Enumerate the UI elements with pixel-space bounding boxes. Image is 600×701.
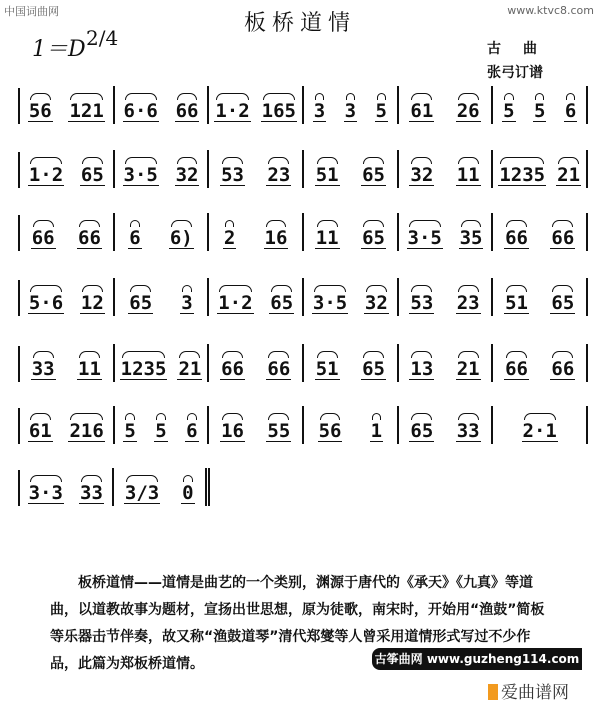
staff-line bbox=[18, 280, 588, 316]
site-logo bbox=[488, 678, 569, 701]
note-group: 5 bbox=[375, 100, 387, 122]
note-group: 121 bbox=[69, 100, 104, 122]
measure bbox=[493, 406, 588, 444]
measure bbox=[493, 344, 588, 382]
note-group: 6 bbox=[186, 420, 198, 442]
measure bbox=[20, 86, 115, 124]
note-group: 21 bbox=[557, 164, 581, 186]
time-signature: 2/4 bbox=[86, 26, 119, 50]
note-group: 61 bbox=[28, 420, 52, 442]
measure bbox=[20, 150, 115, 188]
note-group: 216 bbox=[69, 420, 104, 442]
site-watermark-right: www.ktvc8.com bbox=[507, 4, 594, 17]
note-group: 66 bbox=[505, 227, 528, 249]
note-group: 65 bbox=[362, 358, 385, 380]
note-group: 65 bbox=[80, 164, 104, 186]
staff-line bbox=[18, 88, 588, 124]
note-group: 3·3 bbox=[28, 482, 63, 504]
note-group: 1·2 bbox=[215, 100, 250, 122]
note-group: 1·2 bbox=[28, 164, 64, 186]
note-group: 11 bbox=[78, 358, 101, 380]
note-group: 33 bbox=[456, 420, 480, 442]
note-group: 66 bbox=[267, 358, 291, 380]
measure bbox=[115, 278, 210, 316]
note-group: 35 bbox=[459, 227, 483, 249]
note-group: 61 bbox=[410, 100, 434, 122]
measure bbox=[115, 86, 210, 124]
note-group: 16 bbox=[264, 227, 288, 249]
note-group: 5 bbox=[503, 100, 515, 122]
staff-line bbox=[18, 470, 210, 506]
note-group: 66 bbox=[505, 358, 528, 380]
note-group: 1235 bbox=[499, 164, 546, 186]
measure bbox=[209, 344, 304, 382]
note-group: 33 bbox=[80, 482, 103, 504]
measure bbox=[399, 150, 494, 188]
measure bbox=[209, 278, 304, 316]
note-group: 33 bbox=[31, 358, 55, 380]
note-group: 65 bbox=[410, 420, 434, 442]
note-group: 6·6 bbox=[123, 100, 158, 122]
note-group: 13 bbox=[410, 358, 434, 380]
measure bbox=[209, 406, 304, 444]
measure bbox=[115, 213, 210, 251]
note-group: 1235 bbox=[120, 358, 167, 380]
note-group: 66 bbox=[221, 358, 244, 380]
note-group: 23 bbox=[456, 292, 480, 314]
measure bbox=[304, 86, 399, 124]
note-group: 53 bbox=[410, 292, 434, 314]
arranger-label: 张弓订谱 bbox=[487, 65, 543, 81]
note-group: 1 bbox=[370, 420, 383, 442]
note-group: 0 bbox=[182, 482, 194, 504]
measure bbox=[399, 213, 494, 251]
note-group: 3·5 bbox=[407, 227, 442, 249]
note-group: 32 bbox=[175, 164, 199, 186]
note-group: 66 bbox=[175, 100, 199, 122]
measure bbox=[493, 86, 588, 124]
measure bbox=[115, 406, 210, 444]
measure bbox=[493, 150, 588, 188]
site-badge: 古筝曲网 www.guzheng114.com bbox=[372, 648, 582, 670]
note-group: 6 bbox=[564, 100, 577, 122]
note-group: 26 bbox=[456, 100, 480, 122]
measure bbox=[304, 406, 399, 444]
note-group: 3·5 bbox=[312, 292, 348, 314]
note-group: 55 bbox=[267, 420, 291, 442]
measure bbox=[304, 344, 399, 382]
measure bbox=[115, 150, 210, 188]
note-group: 32 bbox=[364, 292, 388, 314]
note-group: 51 bbox=[505, 292, 528, 314]
note-group: 65 bbox=[551, 292, 575, 314]
music-note-icon bbox=[488, 684, 498, 700]
staff-line bbox=[18, 408, 588, 444]
note-group: 6) bbox=[169, 227, 193, 249]
measure bbox=[493, 278, 588, 316]
note-group: 11 bbox=[456, 164, 480, 186]
measure bbox=[20, 278, 115, 316]
staff-line bbox=[18, 346, 588, 382]
note-group: 53 bbox=[221, 164, 244, 186]
note-group: 2 bbox=[223, 227, 236, 249]
note-group: 3 bbox=[181, 292, 193, 314]
measure bbox=[493, 213, 588, 251]
note-group: 66 bbox=[551, 358, 575, 380]
measure bbox=[20, 468, 114, 506]
note-group: 65 bbox=[362, 164, 385, 186]
note-group: 66 bbox=[31, 227, 55, 249]
note-group: 66 bbox=[551, 227, 575, 249]
site-watermark-left: 中国词曲网 bbox=[4, 5, 59, 18]
description-text: 板桥道情——道情是曲艺的一个类别，渊源于唐代的《承天》《九真》等道曲，以道教故事为题材，宣扬出世思想，原为徒歌，南宋时，开始用“渔鼓”简板等乐器击节伴奏，故又称“渔鼓道琴”清代郑燮等人曾采用道情形式写过不少作品，此篇为郑板桥道情。 bbox=[50, 575, 545, 672]
note-group: 65 bbox=[129, 292, 153, 314]
note-group: 51 bbox=[315, 164, 339, 186]
note-group: 3/3 bbox=[124, 482, 160, 504]
note-group: 12 bbox=[80, 292, 104, 314]
note-group: 66 bbox=[78, 227, 101, 249]
note-group: 3 bbox=[344, 100, 357, 122]
key-signature: 1＝D bbox=[32, 37, 86, 62]
measure bbox=[304, 278, 399, 316]
measure bbox=[20, 406, 115, 444]
note-group: 21 bbox=[456, 358, 480, 380]
note-group: 65 bbox=[270, 292, 294, 314]
measure bbox=[399, 344, 494, 382]
measure bbox=[304, 150, 399, 188]
note-group: 5 bbox=[533, 100, 546, 122]
measure bbox=[209, 86, 304, 124]
measure bbox=[115, 344, 210, 382]
genre-label: 古曲 bbox=[487, 41, 559, 57]
measure bbox=[399, 86, 494, 124]
measure bbox=[20, 344, 115, 382]
note-group: 5 bbox=[124, 420, 136, 442]
site-logo-text: 爱曲谱网 bbox=[501, 683, 569, 701]
note-group: 51 bbox=[315, 358, 339, 380]
note-group: 5·6 bbox=[28, 292, 64, 314]
staff-line bbox=[18, 152, 588, 188]
note-group: 65 bbox=[362, 227, 385, 249]
note-group: 56 bbox=[318, 420, 342, 442]
note-group: 21 bbox=[178, 358, 202, 380]
measure bbox=[209, 213, 304, 251]
note-group: 32 bbox=[410, 164, 434, 186]
note-group: 16 bbox=[221, 420, 244, 442]
note-group: 11 bbox=[315, 227, 339, 249]
measure bbox=[20, 213, 115, 251]
measure bbox=[114, 468, 211, 506]
note-group: 1·2 bbox=[218, 292, 253, 314]
note-group: 2·1 bbox=[522, 420, 557, 442]
note-group: 165 bbox=[261, 100, 296, 122]
note-group: 6 bbox=[129, 227, 141, 249]
page-title: 板桥道情 bbox=[243, 11, 356, 36]
staff-line bbox=[18, 215, 588, 251]
note-group: 5 bbox=[155, 420, 167, 442]
note-group: 3 bbox=[313, 100, 326, 122]
note-group: 3·5 bbox=[123, 164, 158, 186]
measure bbox=[399, 406, 494, 444]
note-group: 56 bbox=[28, 100, 52, 122]
measure bbox=[304, 213, 399, 251]
note-group: 23 bbox=[267, 164, 291, 186]
measure bbox=[209, 150, 304, 188]
measure bbox=[399, 278, 494, 316]
